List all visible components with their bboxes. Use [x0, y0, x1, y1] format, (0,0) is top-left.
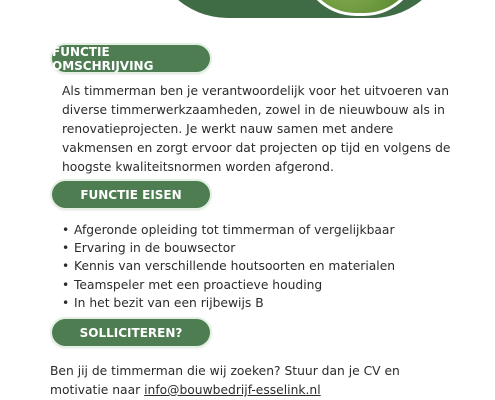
bullet-icon: • [62, 259, 70, 274]
bullet-icon: • [62, 277, 70, 292]
requirement-text: Teamspeler met een proactieve houding [74, 277, 323, 292]
list-item [62, 276, 462, 294]
apply-text [50, 362, 450, 400]
requirement-text: Kennis van verschillende houtsoorten en materialen [74, 259, 396, 274]
list-item [62, 257, 462, 275]
list-item [62, 239, 462, 257]
requirement-text: Ervaring in de bouwsector [74, 241, 236, 256]
section-title-apply: SOLLICITEREN? [52, 319, 210, 346]
list-item [62, 221, 462, 239]
header-banner [150, 0, 450, 18]
requirement-text: Afgeronde opleiding tot timmerman of vergelijkbaar [74, 223, 395, 237]
bullet-icon: • [62, 241, 70, 256]
requirements-list [62, 221, 462, 312]
description-text: Als timmerman ben je verantwoordelijk voor het uitvoeren van diverse timmerwerkzaamheden, zowel in de nieuwbouw als in renovatieprojecten. Je werkt nauw samen met andere vakmensen en zorgt ervoor dat projecten op tijd en volgens de hoogste kwaliteitsnormen worden afgerond. [62, 84, 451, 174]
list-item [62, 294, 462, 312]
section-title-requirements: FUNCTIE EISEN [52, 181, 210, 208]
bullet-icon: • [62, 223, 70, 237]
requirement-text: In het bezit van een rijbewijs B [74, 295, 264, 310]
apply-text-body: Ben jij de timmerman die wij zoeken? Stuur dan je CV en motivatie naar [50, 364, 400, 397]
section-title-description: FUNCTIE OMSCHRIJVING [52, 45, 210, 72]
email-link[interactable]: info@bouwbedrijf-esselink.nl [144, 383, 321, 397]
bullet-icon: • [62, 295, 70, 310]
